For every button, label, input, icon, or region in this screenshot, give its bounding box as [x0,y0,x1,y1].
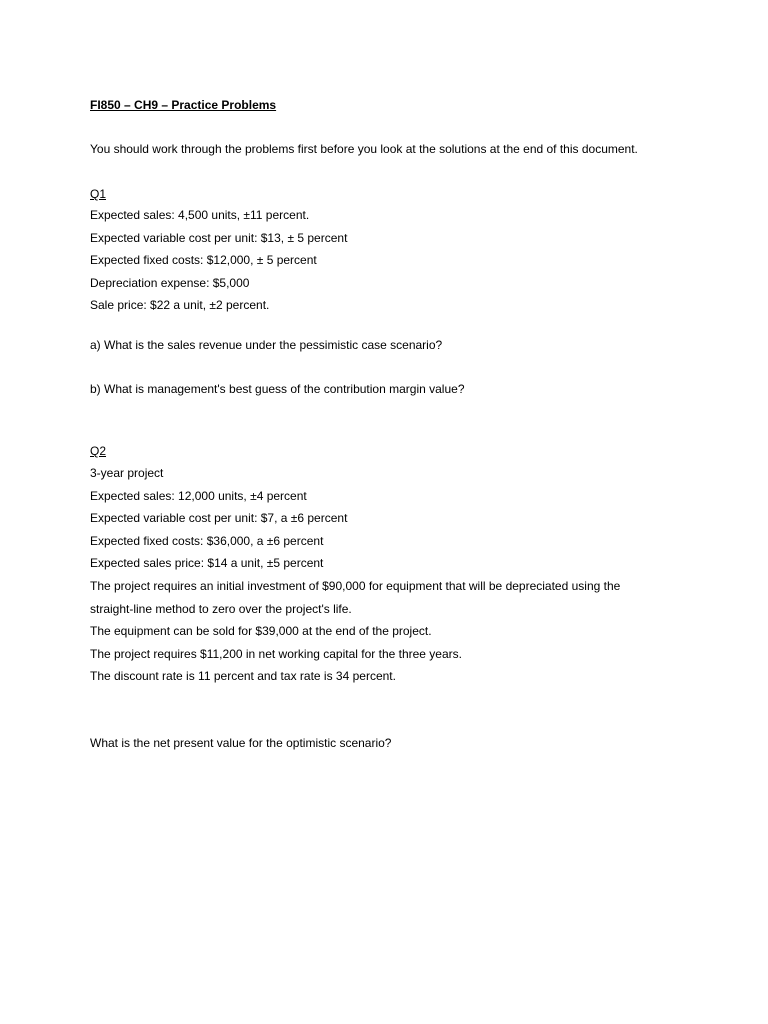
q2-given-line: The equipment can be sold for $39,000 at the end of the project. [90,624,432,639]
question-1-heading: Q1 [90,187,107,201]
q1-given-line: Depreciation expense: $5,000 [90,275,250,290]
q2-given-line: 3-year project [90,466,164,480]
question-1-section-heading-wrapper [90,186,710,202]
q2-given-line: Expected sales: 12,000 units, ±4 percent [90,488,307,503]
question-2-givens [90,462,710,688]
question-2-heading: Q2 [90,444,107,458]
question-1-givens [90,204,710,317]
document-title: FI850 – CH9 – Practice Problems [90,98,277,112]
q2-given-line: The project requires $11,200 in net working capital for the three years. [90,646,462,661]
q2-given-line: The discount rate is 11 percent and tax rate is 34 percent. [90,669,396,684]
q2-given-line: Expected variable cost per unit: $7, a ±6 percent [90,511,348,526]
q1-given-line: Expected variable cost per unit: $13, ± 5 percent [90,230,348,245]
question-2-section-heading-wrapper [90,443,710,459]
question-1b-text: b) What is management's best guess of the contribution margin value? [90,382,465,396]
q2-given-line: straight-line method to zero over the project's life. [90,601,352,616]
question-2-text: What is the net present value for the optimistic scenario? [90,736,392,750]
q2-given-line: Expected sales price: $14 a unit, ±5 percent [90,556,324,571]
q2-given-line: Expected fixed costs: $36,000, a ±6 percent [90,533,324,548]
q1-given-line: Sale price: $22 a unit, ±2 percent. [90,298,270,313]
intro-paragraph: You should work through the problems first before you look at the solutions at the end of this document. [90,142,638,156]
q2-given-line: The project requires an initial investment of $90,000 for equipment that will be depreciated using the [90,578,621,593]
q1-given-line: Expected fixed costs: $12,000, ± 5 percent [90,253,317,268]
question-1a-text: a) What is the sales revenue under the pessimistic case scenario? [90,338,443,352]
q1-given-line: Expected sales: 4,500 units, ±11 percent. [90,208,310,222]
